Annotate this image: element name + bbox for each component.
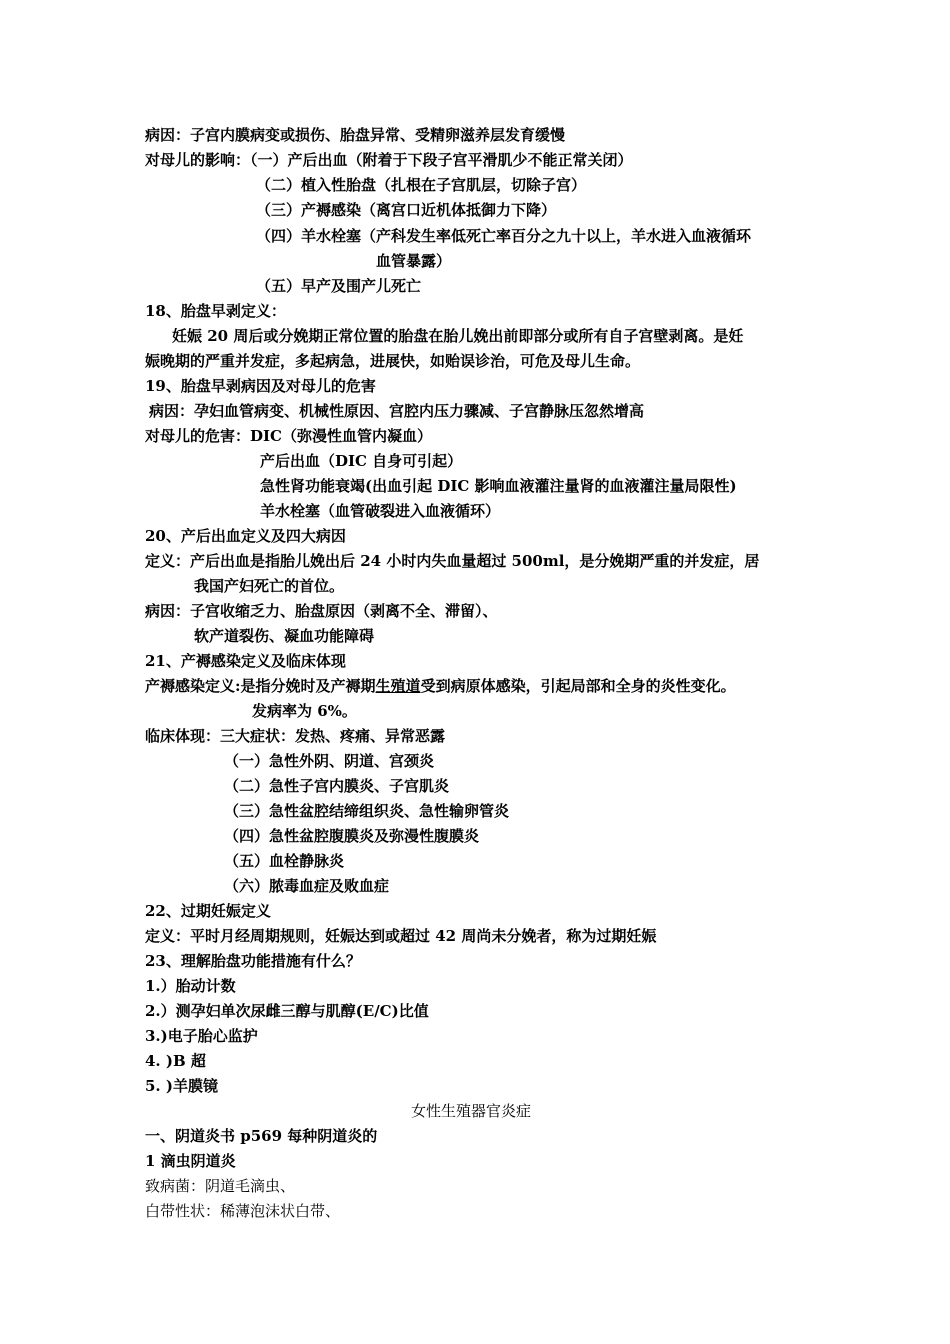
postterm-def: 定义：平时月经周期规则，妊娠达到或超过 42 周尚未分娩者，称为过期妊娠 (145, 927, 657, 945)
section-heading-21: 21、产褥感染定义及临床体现 (145, 652, 346, 670)
measure-item-1: 1.）胎动计数 (145, 977, 236, 995)
infection-item-2: （二）急性子宫内膜炎、子宫肌炎 (224, 777, 450, 795)
infection-incidence: 发病率为 6%。 (252, 702, 357, 720)
section-heading-19: 19、胎盘早剥病因及对母儿的危害 (145, 377, 376, 395)
infection-item-5: （五）血栓静脉炎 (224, 852, 345, 870)
trichomonas-heading: 1 滴虫阴道炎 (145, 1152, 236, 1170)
abruption-harm-2: 产后出血（DIC 自身可引起） (260, 452, 463, 470)
measure-item-3: 3.)电子胎心监护 (145, 1027, 258, 1045)
infection-item-4: （四）急性盆腔腹膜炎及弥漫性腹膜炎 (224, 827, 480, 845)
impact-item-2: （二）植入性胎盘（扎根在子宫肌层，切除子宫） (256, 176, 587, 194)
section-heading-18: 18、胎盘早剥定义： (145, 302, 286, 320)
impact-item-3: （三）产褥感染（离宫口近机体抵御力下降） (256, 201, 557, 219)
infection-def-line (145, 676, 736, 696)
section-heading-20: 20、产后出血定义及四大病因 (145, 527, 346, 545)
abruption-def-line-2: 娠晚期的严重并发症，多起病急，进展快，如贻误诊治，可危及母儿生命。 (145, 352, 641, 370)
chapter-title: 女性生殖器官炎症 (411, 1102, 532, 1120)
abruption-etiology: 病因：孕妇血管病变、机械性原因、宫腔内压力骤减、子宫静脉压忽然增高 (149, 402, 645, 420)
impact-item-5: （五）早产及围产儿死亡 (256, 277, 422, 295)
impact-item-4: （四）羊水栓塞（产科发生率低死亡率百分之九十以上，羊水进入血液循环 (256, 227, 752, 245)
section-heading-22: 22、过期妊娠定义 (145, 902, 271, 920)
infection-symptoms: 临床体现：三大症状：发热、疼痛、异常恶露 (145, 727, 446, 745)
pph-def-line-1: 定义：产后出血是指胎儿娩出后 24 小时内失血量超过 500ml，是分娩期严重的并发症，居 (145, 552, 760, 570)
infection-item-1: （一）急性外阴、阴道、宫颈炎 (224, 752, 435, 770)
pph-etiology-line-1: 病因：子宫收缩乏力、胎盘原因（剥离不全、滞留）、 (145, 602, 498, 620)
measure-item-5: 5. )羊膜镜 (145, 1077, 218, 1095)
pathogen-line: 致病菌：阴道毛滴虫、 (145, 1177, 296, 1195)
abruption-def-line-1: 妊娠 20 周后或分娩期正常位置的胎盘在胎儿娩出前即部分或所有自子宫壁剥离。是妊 (172, 327, 744, 345)
infection-item-6: （六）脓毒血症及败血症 (224, 877, 390, 895)
pph-def-line-2: 我国产妇死亡的首位。 (194, 577, 345, 595)
impact-item-4-cont: 血管暴露） (376, 252, 452, 270)
discharge-line: 白带性状：稀薄泡沫状白带、 (145, 1202, 341, 1220)
infection-item-3: （三）急性盆腔结缔组织炎、急性输卵管炎 (224, 802, 510, 820)
measure-item-4: 4. )B 超 (145, 1052, 206, 1070)
abruption-harm-4: 羊水栓塞（血管破裂进入血液循环） (260, 502, 501, 520)
etiology-line: 病因：子宫内膜病变或损伤、胎盘异常、受精卵滋养层发育缓慢 (145, 126, 566, 144)
pph-etiology-line-2: 软产道裂伤、凝血功能障碍 (194, 627, 375, 645)
section-heading-23: 23、理解胎盘功能措施有什么？ (145, 952, 361, 970)
abruption-harm-3: 急性肾功能衰竭(出血引起 DIC 影响血液灌注量肾的血液灌注量局限性) (260, 477, 737, 495)
infection-def-before: 产褥感染定义:是指分娩时及产褥期 (145, 677, 376, 695)
measure-item-2: 2.）测孕妇单次尿雌三醇与肌醇(E/C)比值 (145, 1002, 429, 1020)
infection-def-after: 受到病原体感染，引起局部和全身的炎性变化。 (420, 677, 736, 695)
vaginitis-heading: 一、阴道炎书 p569 每种阴道炎的 (145, 1127, 378, 1145)
infection-def-underlined: 生殖道 (375, 677, 421, 695)
abruption-harm: 对母儿的危害：DIC（弥漫性血管内凝血） (145, 427, 432, 445)
impact-line: 对母儿的影响：（一）产后出血（附着于下段子宫平滑肌少不能正常关闭） (145, 151, 633, 169)
